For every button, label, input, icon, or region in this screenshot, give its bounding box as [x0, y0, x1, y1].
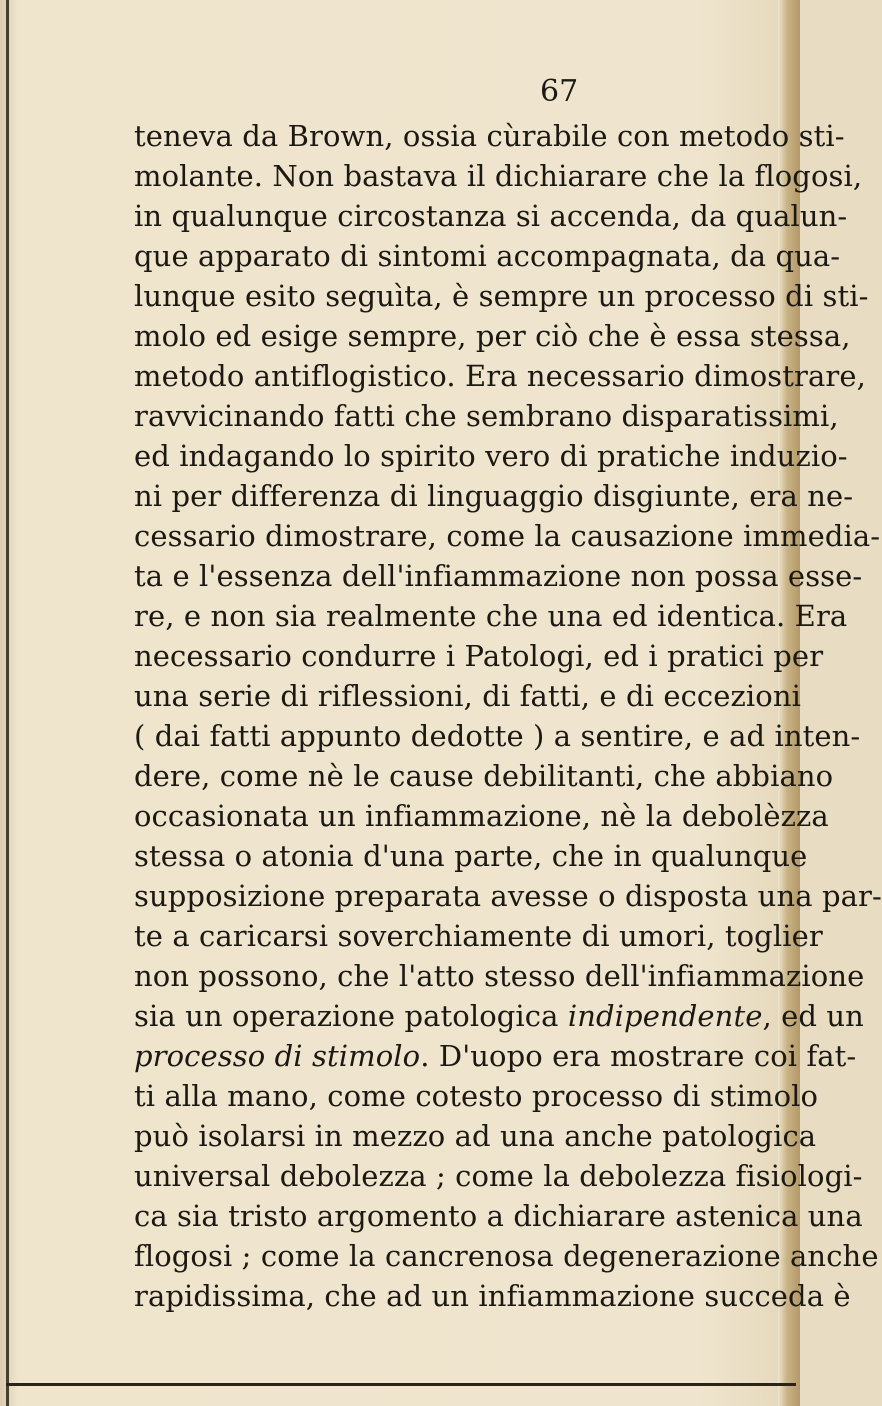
text-line [134, 596, 848, 636]
text-line [134, 956, 865, 996]
text-segment: dere, come nè le cause debilitanti, che abbiano [134, 759, 834, 793]
text-segment: flogosi ; come la cancrenosa degenerazione anche [134, 1239, 879, 1273]
text-line [134, 676, 801, 716]
text-line [134, 796, 829, 836]
text-segment: que apparato di sintomi accompagnata, da qua- [134, 239, 841, 273]
text-line [134, 1196, 863, 1236]
text-segment: supposizione preparata avesse o disposta una par- [134, 879, 882, 913]
text-line [134, 756, 834, 796]
text-line [134, 996, 864, 1036]
text-segment: cessario dimostrare, come la causazione immedia- [134, 519, 881, 553]
text-segment: re, e non sia realmente che una ed identica. Era [134, 599, 848, 633]
text-line [134, 716, 861, 756]
text-segment: stessa o atonia d'una parte, che in qualunque [134, 839, 808, 873]
bottom-margin-rule [6, 1383, 796, 1386]
text-segment: , ed un [762, 999, 864, 1033]
text-line [134, 876, 882, 916]
text-segment: ni per differenza di linguaggio disgiunte, era ne- [134, 479, 854, 513]
text-line [134, 836, 808, 876]
text-segment: te a caricarsi soverchiamente di umori, toglier [134, 919, 823, 953]
text-line [134, 1076, 819, 1116]
text-line [134, 196, 848, 236]
text-segment: ti alla mano, come cotesto processo di stimolo [134, 1079, 819, 1113]
text-segment: sia un operazione patologica [134, 999, 568, 1033]
text-segment: ca sia tristo argomento a dichiarare astenica una [134, 1199, 863, 1233]
text-segment: necessario condurre i Patologi, ed i pratici per [134, 639, 824, 673]
text-segment: ravvicinando fatti che sembrano disparatissimi, [134, 399, 839, 433]
text-line [134, 356, 866, 396]
text-segment: può isolarsi in mezzo ad una anche patologica [134, 1119, 817, 1153]
text-line [134, 1276, 851, 1316]
text-segment: una serie di riflessioni, di fatti, e di eccezioni [134, 679, 801, 713]
text-segment: in qualunque circostanza si accenda, da qualun- [134, 199, 848, 233]
text-segment: metodo antiflogistico. Era necessario dimostrare, [134, 359, 866, 393]
text-line [134, 156, 863, 196]
text-segment: ed indagando lo spirito vero di pratiche induzio- [134, 439, 848, 473]
page-number: 67 [540, 74, 579, 109]
text-line [134, 1116, 817, 1156]
text-segment: rapidissima, che ad un infiammazione succeda è [134, 1279, 851, 1313]
text-line [134, 116, 845, 156]
text-line [134, 396, 839, 436]
text-segment: lunque esito seguìta, è sempre un processo di sti- [134, 279, 869, 313]
text-line [134, 236, 841, 276]
italic-text: processo di stimolo [134, 1039, 421, 1073]
text-line [134, 516, 881, 556]
text-line [134, 276, 869, 316]
text-line [134, 436, 848, 476]
text-line [134, 1036, 857, 1076]
text-line [134, 1236, 879, 1276]
text-line [134, 476, 854, 516]
text-line [134, 316, 851, 356]
text-segment: molante. Non bastava il dichiarare che la flogosi, [134, 159, 863, 193]
text-segment: . D'uopo era mostrare coi fat- [420, 1039, 857, 1073]
text-segment: teneva da Brown, ossia cùrabile con metodo sti- [134, 119, 845, 153]
text-line [134, 556, 863, 596]
text-line [134, 1156, 863, 1196]
text-segment: ( dai fatti appunto dedotte ) a sentire, e ad inten- [134, 719, 861, 753]
text-segment: occasionata un infiammazione, nè la debolèzza [134, 799, 829, 833]
body-text [134, 116, 882, 1316]
text-line [134, 636, 824, 676]
italic-text: indipendente [567, 999, 763, 1033]
left-margin-rule [6, 0, 9, 1406]
text-segment: molo ed esige sempre, per ciò che è essa stessa, [134, 319, 851, 353]
text-segment: non possono, che l'atto stesso dell'infiammazione [134, 959, 865, 993]
text-line [134, 916, 823, 956]
text-segment: ta e l'essenza dell'infiammazione non possa esse- [134, 559, 863, 593]
text-segment: universal debolezza ; come la debolezza fisiologi- [134, 1159, 863, 1193]
